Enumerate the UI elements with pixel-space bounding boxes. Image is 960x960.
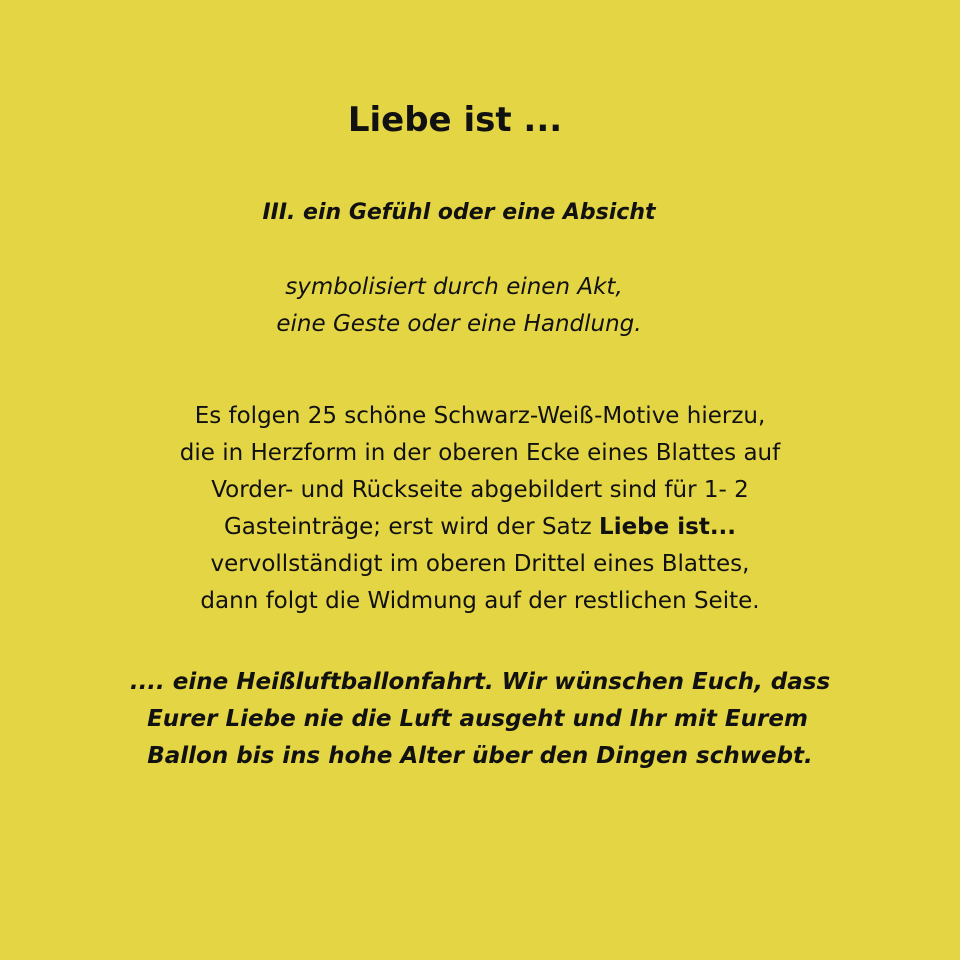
body-line-4-text: Gasteinträge; erst wird der Satz [223,514,600,540]
italic-description-line-1: symbolisiert durch einen Akt, [285,274,623,300]
body-line-5: vervollständigt im oberen Drittel eines Blattes, [210,551,750,577]
body-line-4 [0,514,960,540]
body-line-2: die in Herzform in der oberen Ecke eines Blattes auf [179,440,781,466]
body-line-6: dann folgt die Widmung auf der restlichen Seite. [200,588,760,614]
body-line-1: Es folgen 25 schöne Schwarz-Weiß-Motive hierzu, [194,403,766,429]
page-title: Liebe ist ... [347,100,563,140]
closing-line-3: Ballon bis ins hohe Alter über den Dingen schwebt. [147,743,813,769]
body-line-3: Vorder- und Rückseite abgebildert sind für 1- 2 [211,477,749,503]
liebe-ist-emphasis: Liebe ist... [599,514,737,540]
closing-line-2: Eurer Liebe nie die Luft ausgeht und Ihr mit Eurem [147,706,808,732]
closing-line-1: .... eine Heißluftballonfahrt. Wir wünschen Euch, dass [129,669,831,695]
italic-description-line-2: eine Geste oder eine Handlung. [276,311,642,337]
section-subtitle: III. ein Gefühl oder eine Absicht [262,200,656,225]
